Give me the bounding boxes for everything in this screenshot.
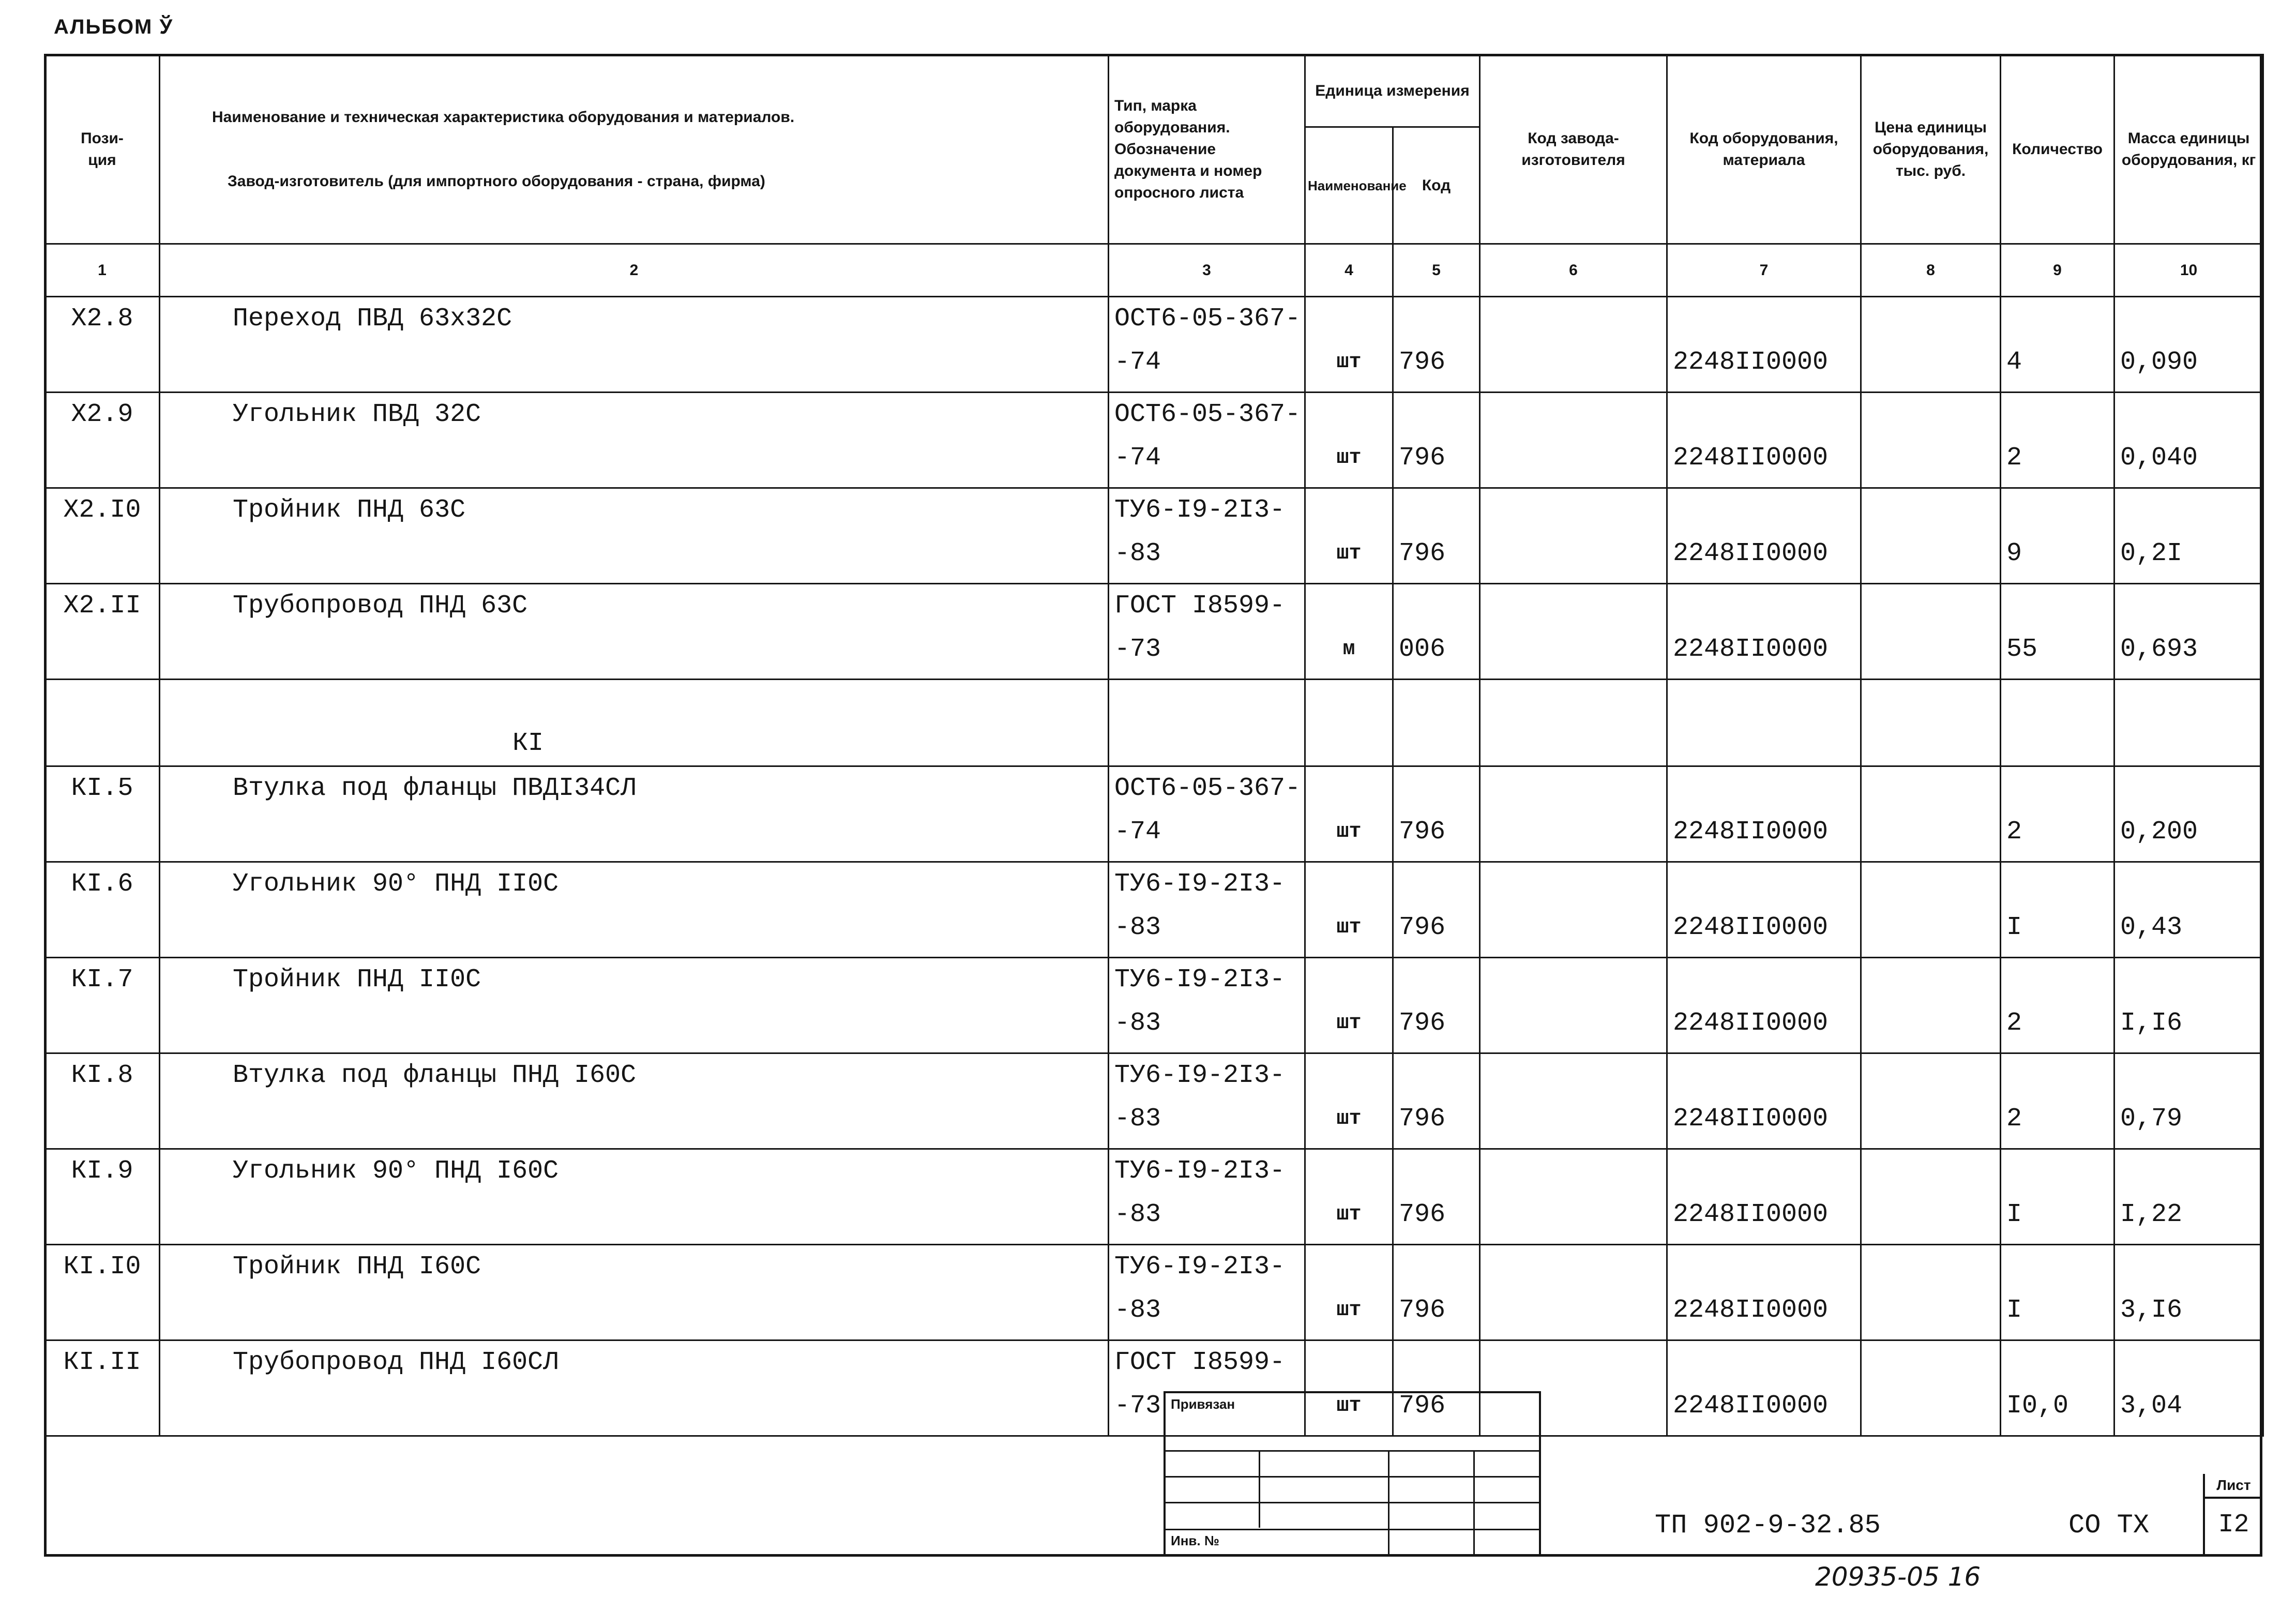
position-cell: КI.II — [45, 1340, 160, 1436]
unit-name-cell: шт — [1305, 958, 1393, 1053]
empty-cell — [2114, 680, 2263, 766]
name-cell: Тройник ПНД I60С — [160, 1245, 1109, 1340]
quantity-cell: I0,0 — [2001, 1340, 2114, 1436]
position-cell: X2.I0 — [45, 488, 160, 584]
column-number: 3 — [1109, 244, 1305, 297]
linked-label: Привязан — [1171, 1396, 1235, 1412]
table-row — [45, 488, 2263, 584]
type-cell: ТУ6-I9-2I3- -83 — [1109, 862, 1305, 958]
specification-table — [44, 54, 2264, 1437]
equipment-code-cell: 2248II0000 — [1667, 1340, 1861, 1436]
position-cell: КI.6 — [45, 862, 160, 958]
quantity-cell: 2 — [2001, 766, 2114, 862]
header-unit-name: Наименование — [1305, 127, 1393, 244]
table-row — [45, 584, 2263, 680]
empty-cell — [1861, 680, 2001, 766]
sheet-number: I2 — [2218, 1510, 2249, 1540]
equipment-code-cell: 2248II0000 — [1667, 958, 1861, 1053]
unit-code-cell: 796 — [1393, 488, 1480, 584]
column-number: 9 — [2001, 244, 2114, 297]
name-cell: Втулка под фланцы ПВДI34СЛ — [160, 766, 1109, 862]
header-name-line2: Завод-изготовитель (для импортного оборудования - страна, фирма) — [228, 172, 765, 190]
position-cell: КI.8 — [45, 1053, 160, 1149]
price-cell — [1861, 584, 2001, 680]
maker-code-cell — [1480, 1149, 1667, 1245]
column-number: 7 — [1667, 244, 1861, 297]
header-quantity: Количество — [2001, 55, 2114, 244]
document-part: СО ТХ — [2068, 1510, 2150, 1541]
sheet-number-cell — [2203, 1474, 2262, 1557]
quantity-cell: 2 — [2001, 393, 2114, 488]
empty-cell — [1305, 680, 1393, 766]
column-number-row — [45, 244, 2263, 297]
name-cell: Трубопровод ПНД I60СЛ — [160, 1340, 1109, 1436]
price-cell — [1861, 1149, 2001, 1245]
unit-name-cell: шт — [1305, 297, 1393, 393]
table-row — [45, 1053, 2263, 1149]
header-name — [160, 55, 1109, 244]
equipment-code-cell: 2248II0000 — [1667, 1053, 1861, 1149]
unit-name-cell: шт — [1305, 766, 1393, 862]
type-cell: ОСТ6-05-367- -74 — [1109, 297, 1305, 393]
table-row — [45, 1149, 2263, 1245]
unit-code-cell: 796 — [1393, 1149, 1480, 1245]
column-number: 1 — [45, 244, 160, 297]
name-cell: Переход ПВД 63х32С — [160, 297, 1109, 393]
header-position: Пози- ция — [45, 55, 160, 244]
mass-cell: 0,040 — [2114, 393, 2263, 488]
table-row — [45, 766, 2263, 862]
table-row — [45, 1340, 2263, 1436]
name-cell: Тройник ПНД 63С — [160, 488, 1109, 584]
column-number: 5 — [1393, 244, 1480, 297]
unit-code-cell: 796 — [1393, 1340, 1480, 1436]
equipment-code-cell: 2248II0000 — [1667, 488, 1861, 584]
type-cell: ТУ6-I9-2I3- -83 — [1109, 488, 1305, 584]
empty-cell — [1667, 680, 1861, 766]
header-price: Цена единицы оборудования, тыс. руб. — [1861, 55, 2001, 244]
mass-cell: 3,04 — [2114, 1340, 2263, 1436]
section-title: КI — [160, 680, 1109, 766]
unit-code-cell: 796 — [1393, 297, 1480, 393]
column-number: 8 — [1861, 244, 2001, 297]
unit-code-cell: 796 — [1393, 766, 1480, 862]
header-mass: Масса единицы оборудования, кг — [2114, 55, 2263, 244]
name-cell: Угольник 90° ПНД II0С — [160, 862, 1109, 958]
price-cell — [1861, 393, 2001, 488]
quantity-cell: I — [2001, 1245, 2114, 1340]
table-row — [45, 297, 2263, 393]
type-cell: ГОСТ I8599- -73 — [1109, 584, 1305, 680]
inventory-label: Инв. № — [1171, 1533, 1219, 1548]
quantity-cell: 55 — [2001, 584, 2114, 680]
name-cell: Тройник ПНД II0С — [160, 958, 1109, 1053]
maker-code-cell — [1480, 584, 1667, 680]
title-block — [1541, 1469, 2262, 1557]
unit-name-cell: м — [1305, 584, 1393, 680]
unit-code-cell: 796 — [1393, 393, 1480, 488]
table-row — [45, 862, 2263, 958]
unit-code-cell: 796 — [1393, 958, 1480, 1053]
maker-code-cell — [1480, 958, 1667, 1053]
sheet-label: Лист — [2205, 1477, 2262, 1499]
maker-code-cell — [1480, 1053, 1667, 1149]
price-cell — [1861, 766, 2001, 862]
type-cell: ТУ6-I9-2I3- -83 — [1109, 1149, 1305, 1245]
position-cell: КI.I0 — [45, 1245, 160, 1340]
quantity-cell: I — [2001, 1149, 2114, 1245]
header-type: Тип, марка оборудования. Обозначение документа и номер опросного листа — [1109, 55, 1305, 244]
unit-name-cell: шт — [1305, 393, 1393, 488]
linked-stamp — [1164, 1391, 1541, 1557]
empty-cell — [45, 680, 160, 766]
type-cell: ОСТ6-05-367- -74 — [1109, 766, 1305, 862]
equipment-code-cell: 2248II0000 — [1667, 393, 1861, 488]
table-row — [45, 958, 2263, 1053]
position-cell: X2.8 — [45, 297, 160, 393]
header-name-line1: Наименование и техническая характеристика оборудования и материалов. — [212, 108, 795, 126]
header-equipment-code: Код оборудования, материала — [1667, 55, 1861, 244]
maker-code-cell — [1480, 297, 1667, 393]
price-cell — [1861, 1245, 2001, 1340]
type-cell: ГОСТ I8599- -73 — [1109, 1340, 1305, 1436]
name-cell: Трубопровод ПНД 63С — [160, 584, 1109, 680]
unit-code-cell: 796 — [1393, 1245, 1480, 1340]
type-cell: ТУ6-I9-2I3- -83 — [1109, 1245, 1305, 1340]
price-cell — [1861, 958, 2001, 1053]
quantity-cell: 4 — [2001, 297, 2114, 393]
mass-cell: 0,693 — [2114, 584, 2263, 680]
equipment-code-cell: 2248II0000 — [1667, 297, 1861, 393]
price-cell — [1861, 1053, 2001, 1149]
maker-code-cell — [1480, 1245, 1667, 1340]
mass-cell: I,22 — [2114, 1149, 2263, 1245]
price-cell — [1861, 488, 2001, 584]
price-cell — [1861, 297, 2001, 393]
section-row — [45, 680, 2263, 766]
price-cell — [1861, 1340, 2001, 1436]
quantity-cell: 2 — [2001, 1053, 2114, 1149]
empty-cell — [1480, 680, 1667, 766]
position-cell: X2.II — [45, 584, 160, 680]
maker-code-cell — [1480, 488, 1667, 584]
table-row — [45, 393, 2263, 488]
column-number: 2 — [160, 244, 1109, 297]
empty-cell — [2001, 680, 2114, 766]
name-cell: Угольник ПВД 32С — [160, 393, 1109, 488]
mass-cell: I,I6 — [2114, 958, 2263, 1053]
column-number: 10 — [2114, 244, 2263, 297]
position-cell: X2.9 — [45, 393, 160, 488]
position-cell: КI.5 — [45, 766, 160, 862]
equipment-code-cell: 2248II0000 — [1667, 1149, 1861, 1245]
position-cell: КI.9 — [45, 1149, 160, 1245]
type-cell: ТУ6-I9-2I3- -83 — [1109, 958, 1305, 1053]
type-cell: ТУ6-I9-2I3- -83 — [1109, 1053, 1305, 1149]
document-code: ТП 902-9-32.85 — [1655, 1510, 1881, 1541]
name-cell: Втулка под фланцы ПНД I60С — [160, 1053, 1109, 1149]
unit-name-cell: шт — [1305, 1340, 1393, 1436]
album-note: АЛЬБОМ Ў — [54, 16, 174, 38]
mass-cell: 0,2I — [2114, 488, 2263, 584]
unit-name-cell: шт — [1305, 488, 1393, 584]
position-cell: КI.7 — [45, 958, 160, 1053]
header-maker-code: Код завода-изготовителя — [1480, 55, 1667, 244]
column-number: 6 — [1480, 244, 1667, 297]
unit-code-cell: 796 — [1393, 862, 1480, 958]
price-cell — [1861, 862, 2001, 958]
equipment-code-cell: 2248II0000 — [1667, 766, 1861, 862]
equipment-code-cell: 2248II0000 — [1667, 584, 1861, 680]
maker-code-cell — [1480, 393, 1667, 488]
maker-code-cell — [1480, 766, 1667, 862]
unit-code-cell: 006 — [1393, 584, 1480, 680]
unit-name-cell: шт — [1305, 862, 1393, 958]
empty-cell — [1393, 680, 1480, 766]
empty-cell — [1109, 680, 1305, 766]
unit-code-cell: 796 — [1393, 1053, 1480, 1149]
type-cell: ОСТ6-05-367- -74 — [1109, 393, 1305, 488]
mass-cell: 3,I6 — [2114, 1245, 2263, 1340]
mass-cell: 0,79 — [2114, 1053, 2263, 1149]
quantity-cell: I — [2001, 862, 2114, 958]
table-row — [45, 1245, 2263, 1340]
unit-name-cell: шт — [1305, 1053, 1393, 1149]
header-unit-code: Код — [1393, 127, 1480, 244]
column-number: 4 — [1305, 244, 1393, 297]
equipment-code-cell: 2248II0000 — [1667, 862, 1861, 958]
mass-cell: 0,43 — [2114, 862, 2263, 958]
mass-cell: 0,090 — [2114, 297, 2263, 393]
quantity-cell: 9 — [2001, 488, 2114, 584]
header-unit: Единица измерения — [1305, 55, 1480, 127]
archive-number: 20935-05 16 — [1815, 1562, 1981, 1592]
name-cell: Угольник 90° ПНД I60С — [160, 1149, 1109, 1245]
unit-name-cell: шт — [1305, 1245, 1393, 1340]
equipment-code-cell: 2248II0000 — [1667, 1245, 1861, 1340]
mass-cell: 0,200 — [2114, 766, 2263, 862]
unit-name-cell: шт — [1305, 1149, 1393, 1245]
maker-code-cell — [1480, 862, 1667, 958]
quantity-cell: 2 — [2001, 958, 2114, 1053]
